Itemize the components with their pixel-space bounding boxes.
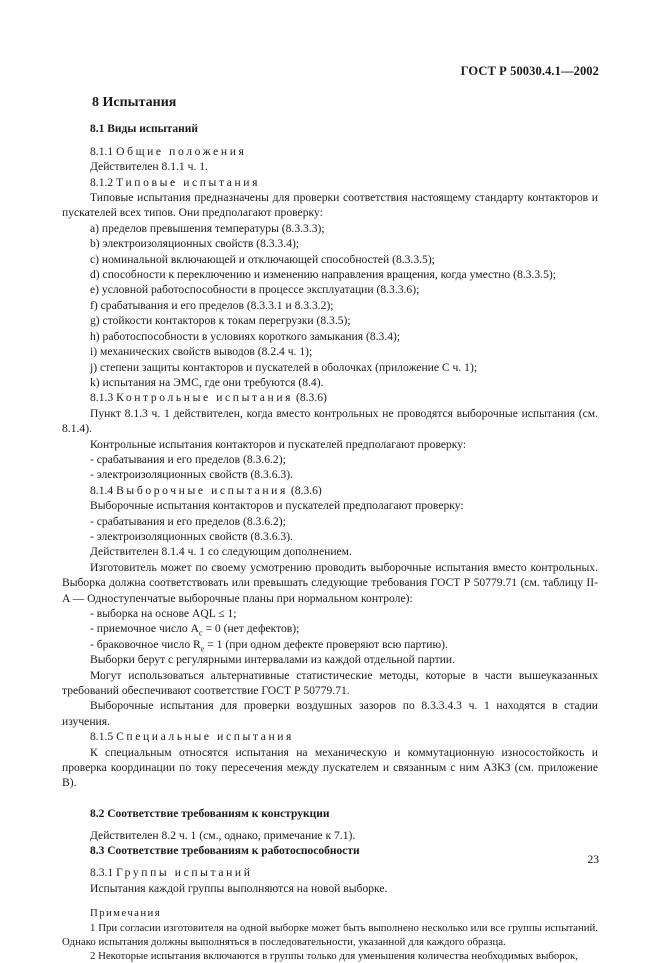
- clause-8-1-4-text-5: Могут использоваться альтернативные статистические методы, которые в части вышеуказанных требований обеспечивают соответствие ГОСТ Р 50779.71.: [62, 668, 598, 698]
- list-item: h) работоспособности в условиях короткого замыкания (8.3.4);: [90, 329, 401, 343]
- clause-8-3-1-text: Испытания каждой группы выполняются на новой выборке.: [90, 881, 388, 895]
- notes-title: Примечания: [90, 906, 162, 919]
- clause-8-3-1-heading: 8.3.1 Группы испытаний: [90, 866, 253, 880]
- clause-8-1-4-text-2: Действителен 8.1.4 ч. 1 со следующим дополнением.: [90, 545, 352, 559]
- clause-8-1-2-heading: 8.1.2 Типовые испытания: [90, 175, 261, 189]
- list-item: c) номинальной включающей и отключающей способностей (8.3.3.5);: [90, 252, 435, 266]
- list-item: - выборка на основе AQL ≤ 1;: [90, 607, 237, 620]
- type-tests-list: [62, 221, 598, 390]
- list-item: - срабатывания и его пределов (8.3.6.2);: [90, 514, 286, 528]
- clause-8-1-4-text-3: Изготовитель может по своему усмотрению проводить выборочные испытания вместо контрольных. Выборка должна соответствовать или превышать следующие требования ГОСТ Р 50779.71 (см. таблицу II-A — Одноступенчатые выборочные планы при нормальном контроле):: [62, 560, 598, 605]
- page-content: [62, 95, 598, 963]
- list-item: g) стойкости контакторов к токам перегрузки (8.3.5);: [90, 314, 351, 328]
- page-number: 23: [587, 854, 599, 866]
- list-item: b) электроизоляционных свойств (8.3.3.4);: [90, 237, 300, 251]
- subsection-title-8-2: 8.2 Соответствие требованиям к конструкции: [90, 807, 330, 820]
- clause-8-1-4-text-6: Выборочные испытания для проверки воздушных зазоров по 8.3.3.4.3 ч. 1 находятся в стадии изучения.: [62, 699, 598, 728]
- subsection-title-8-1: 8.1 Виды испытаний: [90, 123, 198, 136]
- subsection-title-8-3: 8.3 Соответствие требованиям к работоспособности: [90, 844, 360, 857]
- list-item: k) испытания на ЭМС, где они требуются (8.4).: [90, 375, 324, 389]
- standard-header: ГОСТ Р 50030.4.1—2002: [460, 64, 599, 78]
- clause-8-1-1-text: Действителен 8.1.1 ч. 1.: [90, 160, 208, 174]
- clause-8-1-4-heading: 8.1.4 Выборочные испытания (8.3.6): [90, 483, 322, 497]
- list-item: a) пределов превышения температуры (8.3.3.3);: [90, 221, 325, 235]
- list-item: i) механических свойств выводов (8.2.4 ч. 1);: [90, 345, 313, 359]
- list-item: - браковочное число $R_e = 1$ (при одном дефекте проверяют всю партию).: [90, 637, 448, 654]
- list-item: d) способности к переключению и изменению направления вращения, когда уместно (8.3.3.5);: [90, 268, 556, 282]
- note-2: 2 Некоторые испытания включаются в группы только для уменьшения количества необходимых выборок,: [90, 950, 578, 963]
- clause-8-1-4-text-4: Выборки берут с регулярными интервалами из каждой отдельной партии.: [90, 653, 456, 667]
- list-item: f) срабатывания и его пределов (8.3.3.1 и 8.3.3.2);: [90, 298, 334, 312]
- list-item: - электроизоляционных свойств (8.3.6.3).: [90, 468, 293, 482]
- list-item: j) степени защиты контакторов и пускателей в оболочках (приложение С ч. 1);: [90, 360, 478, 374]
- note-1: 1 При согласии изготовителя на одной выборке может быть выполнено несколько или все группы испытаний. Однако испытания должны выполняться в последовательности, указанной для каждого образца.: [62, 922, 598, 949]
- clause-8-1-4-text: Выборочные испытания контакторов и пускателей предполагают проверку:: [90, 499, 464, 513]
- list-item: - приемочное число $А_с = 0$ (нет дефектов);: [90, 622, 300, 638]
- clause-8-1-1-heading: 8.1.1 Общие положения: [90, 144, 247, 158]
- list-item: - срабатывания и его пределов (8.3.6.2);: [90, 452, 286, 466]
- clause-8-1-3-heading: 8.1.3 Контрольные испытания (8.3.6): [90, 391, 327, 405]
- clause-8-1-5-heading: 8.1.5 Специальные испытания: [90, 730, 294, 744]
- clause-8-1-5-text: К специальным относятся испытания на механическую и коммутационную износостойкость и проверка координации по току пересечения между пускателем и связанным с ним АЗКЗ (см. приложение В).: [62, 745, 598, 790]
- section-title: 8 Испытания: [92, 95, 177, 110]
- clause-8-1-3-text: Пункт 8.1.3 ч. 1 действителен, когда вместо контрольных не проводятся выборочные испытания (см. 8.1.4).: [62, 406, 598, 436]
- list-item: e) условной работоспособности в процессе эксплуатации (8.3.3.6);: [90, 283, 420, 297]
- list-item: - электроизоляционных свойств (8.3.6.3).: [90, 529, 293, 543]
- clause-8-1-2-text: Типовые испытания предназначены для проверки соответствия настоящему стандарту контакторов и пускателей всех типов. Они предполагают проверку:: [62, 191, 598, 220]
- clause-8-2-text: Действителен 8.2 ч. 1 (см., однако, примечание к 7.1).: [90, 829, 356, 843]
- clause-8-1-3-text-2: Контрольные испытания контакторов и пускателей предполагают проверку:: [90, 437, 467, 451]
